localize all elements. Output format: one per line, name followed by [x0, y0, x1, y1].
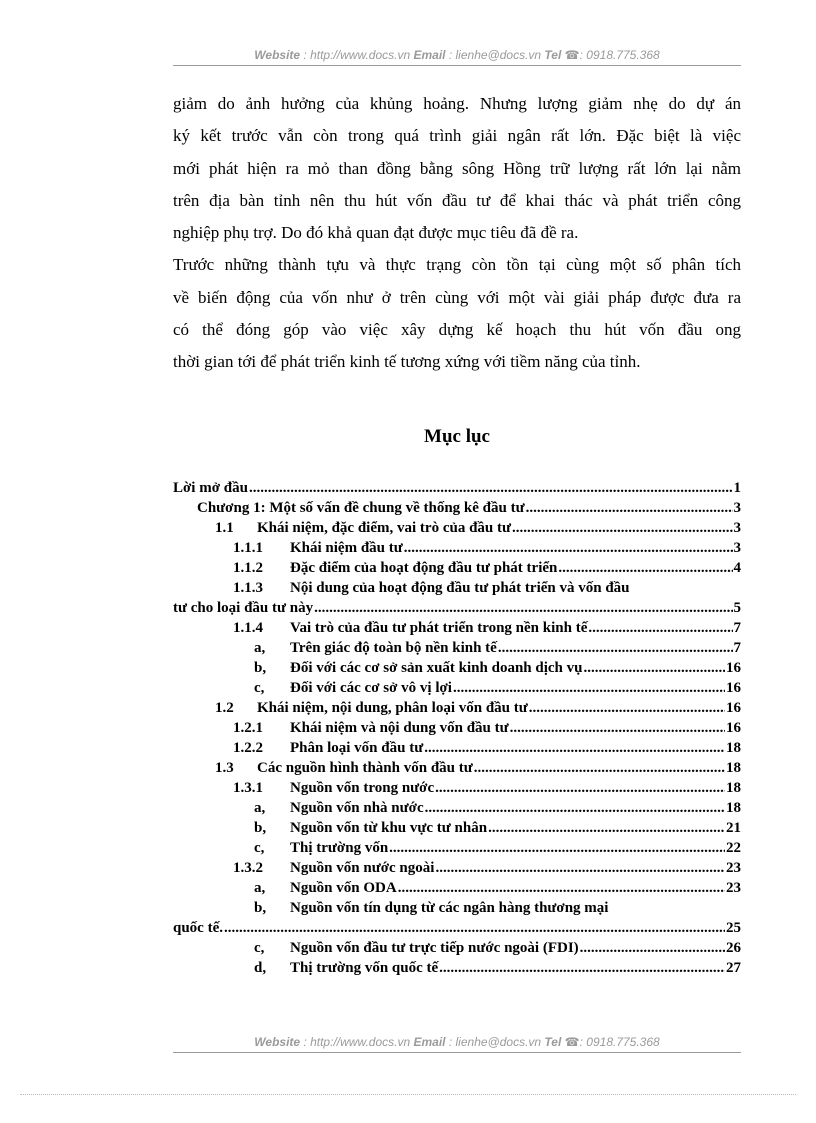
- tel-label: Tel: [544, 48, 562, 62]
- toc-leader-dots: [488, 818, 725, 838]
- website-value: : http://www.docs.vn: [303, 48, 411, 62]
- toc-page-number: 18: [726, 760, 741, 776]
- toc-entry-label: Nguồn vốn từ khu vực tư nhân: [290, 820, 488, 836]
- toc-page-number: 18: [726, 800, 741, 816]
- toc-leader-dots: [404, 538, 733, 558]
- toc-entry-number: c,: [254, 940, 265, 956]
- toc-leader-dots: [249, 478, 733, 498]
- toc-entry-number: d,: [254, 960, 267, 976]
- website-value: : http://www.docs.vn: [303, 1035, 411, 1049]
- body-line: ký kết trước vẫn còn trong quá trình giải ngân rất lớn. Đặc biệt là việc: [173, 126, 741, 146]
- toc-entry-label: Nguồn vốn tín dụng từ các ngân hàng thương mại: [290, 900, 609, 916]
- toc-entry[interactable]: [173, 758, 741, 778]
- toc-entry-label: Khái niệm đầu tư: [290, 540, 403, 556]
- email-label: Email: [413, 48, 446, 62]
- toc-leader-dots: [435, 778, 725, 798]
- page-bottom-divider: [20, 1094, 796, 1095]
- toc-entry-number: a,: [254, 800, 266, 816]
- page-header: [173, 48, 741, 66]
- toc-page-number: 3: [733, 500, 741, 516]
- toc-page-number: 1: [733, 480, 741, 496]
- toc-entry-label: Thị trường vốn quốc tế: [290, 960, 439, 976]
- toc-page-number: 27: [726, 960, 741, 976]
- toc-page-number: 3: [733, 540, 741, 556]
- toc-entry[interactable]: [173, 538, 741, 558]
- toc-entry[interactable]: [173, 858, 741, 878]
- toc-entry-label: Nguồn vốn nước ngoài: [290, 860, 435, 876]
- toc-entry-number: 1.1.4: [233, 620, 263, 636]
- toc-entry-label: Khái niệm và nội dung vốn đầu tư: [290, 720, 509, 736]
- phone-icon: ☎: [564, 48, 580, 62]
- toc-leader-dots: [588, 618, 732, 638]
- website-label: Website: [254, 1035, 301, 1049]
- toc-leader-dots: [314, 598, 732, 618]
- toc-entry-number: 1.3: [215, 760, 234, 776]
- toc-entry-number: 1.2: [215, 700, 234, 716]
- toc-entry[interactable]: [173, 618, 741, 638]
- tel-value: : 0918.775.368: [579, 48, 660, 62]
- toc-entry-label: Đối với các cơ sở sản xuất kinh doanh dịch vụ: [290, 660, 583, 676]
- toc-page-number: 16: [726, 700, 741, 716]
- toc-entry[interactable]: [173, 658, 741, 678]
- toc-entry-label: Khái niệm, đặc điểm, vai trò của đầu tư: [257, 520, 512, 536]
- email-label: Email: [413, 1035, 446, 1049]
- toc-entry[interactable]: [173, 498, 741, 518]
- email-value: : lienhe@docs.vn: [448, 1035, 542, 1049]
- toc-entry-number: b,: [254, 660, 267, 676]
- toc-entry-label: Nguồn vốn ODA: [290, 880, 397, 896]
- toc-leader-dots: [389, 838, 725, 858]
- toc-leader-dots: [224, 918, 725, 938]
- toc-entry-number: 1.1: [215, 520, 234, 536]
- toc-entry-label: Nguồn vốn nhà nước: [290, 800, 424, 816]
- toc-page-number: 18: [726, 780, 741, 796]
- toc-entry-number: 1.2.2: [233, 740, 263, 756]
- toc-entry-number: 1.3.1: [233, 780, 263, 796]
- toc-page-number: 18: [726, 740, 741, 756]
- toc-entry[interactable]: [173, 898, 741, 918]
- toc-leader-dots: [558, 558, 732, 578]
- body-line: Trước những thành tựu và thực trạng còn tồn tại cùng một số phân tích: [173, 255, 741, 275]
- tel-value: : 0918.775.368: [579, 1035, 660, 1049]
- toc-page-number: 25: [726, 920, 741, 936]
- toc-entry-number: 1.1.2: [233, 560, 263, 576]
- toc-entry[interactable]: [173, 478, 741, 498]
- toc-entry[interactable]: [173, 958, 741, 978]
- toc-entry-number: c,: [254, 840, 265, 856]
- toc-page-number: 22: [726, 840, 741, 856]
- toc-leader-dots: [526, 498, 733, 518]
- toc-entry[interactable]: [173, 818, 741, 838]
- toc-page-number: 5: [733, 600, 741, 616]
- toc-entry[interactable]: [173, 838, 741, 858]
- toc-entry[interactable]: [173, 938, 741, 958]
- toc-leader-dots: [453, 678, 725, 698]
- toc-page-number: 7: [733, 640, 741, 656]
- toc-entry[interactable]: [173, 578, 741, 598]
- body-line: mới phát hiện ra mỏ than đồng bằng sông Hồng trữ lượng rất lớn lại nằm: [173, 158, 741, 178]
- body-line: nghiệp phụ trợ. Do đó khả quan đạt được mục tiêu đã đề ra.: [173, 223, 579, 243]
- toc-entry-number: a,: [254, 640, 266, 656]
- toc-entry-number: c,: [254, 680, 265, 696]
- toc-entry-label: Nguồn vốn trong nước: [290, 780, 435, 796]
- toc-entry-label: Thị trường vốn: [290, 840, 389, 856]
- toc-entry-number: 1.1.3: [233, 580, 263, 596]
- toc-entry-label: Chương 1: Một số vấn đề chung về thống kê đầu tư: [197, 500, 525, 516]
- toc-entry-number: b,: [254, 900, 267, 916]
- toc-entry-label: Trên giác độ toàn bộ nền kinh tế: [290, 640, 497, 656]
- toc-page-number: 23: [726, 860, 741, 876]
- toc-entry[interactable]: [173, 798, 741, 818]
- toc-entry[interactable]: [173, 698, 741, 718]
- toc-leader-dots: [439, 958, 725, 978]
- table-of-contents: [173, 478, 741, 978]
- page-footer: [173, 1035, 741, 1053]
- toc-page-number: 16: [726, 720, 741, 736]
- toc-entry[interactable]: [173, 878, 741, 898]
- toc-leader-dots: [424, 738, 725, 758]
- toc-entry-label: Các nguồn hình thành vốn đầu tư: [257, 760, 473, 776]
- toc-page-number: 7: [733, 620, 741, 636]
- toc-entry-label: Phân loại vốn đầu tư: [290, 740, 424, 756]
- toc-entry[interactable]: [173, 558, 741, 578]
- toc-entry[interactable]: [173, 738, 741, 758]
- toc-entry-label: tư cho loại đầu tư này: [173, 600, 314, 616]
- toc-leader-dots: [510, 718, 725, 738]
- toc-entry-label: Vai trò của đầu tư phát triển trong nền kinh tế: [290, 620, 588, 636]
- toc-page-number: 16: [726, 660, 741, 676]
- toc-leader-dots: [398, 878, 725, 898]
- toc-entry-number: 1.3.2: [233, 860, 263, 876]
- toc-page-number: 4: [733, 560, 741, 576]
- toc-entry-number: a,: [254, 880, 266, 896]
- body-line: trên địa bàn tỉnh nên thu hút vốn đầu tư để khai thác và phát triển công: [173, 190, 741, 210]
- toc-title: Mục lục: [424, 426, 490, 447]
- toc-entry-continued[interactable]: [173, 598, 741, 618]
- toc-entry[interactable]: [173, 638, 741, 658]
- toc-entry-label: Lời mở đầu: [173, 480, 248, 496]
- body-paragraph: [173, 88, 741, 379]
- toc-entry-label: Nội dung của hoạt động đầu tư phát triển và vốn đầu: [290, 580, 630, 596]
- body-line: giảm do ảnh hưởng của khủng hoảng. Nhưng lượng giảm nhẹ do dự án: [173, 94, 741, 113]
- toc-entry-label: Khái niệm, nội dung, phân loại vốn đầu tư: [257, 700, 528, 716]
- toc-entry[interactable]: [173, 778, 741, 798]
- toc-leader-dots: [512, 518, 732, 538]
- toc-entry[interactable]: [173, 718, 741, 738]
- toc-entry[interactable]: [173, 678, 741, 698]
- toc-entry-label: Đặc điểm của hoạt động đầu tư phát triển: [290, 560, 558, 576]
- toc-entry-number: 1.1.1: [233, 540, 263, 556]
- toc-entry-label: Đối với các cơ sở vô vị lợi: [290, 680, 452, 696]
- toc-leader-dots: [580, 938, 725, 958]
- toc-entry-label: Nguồn vốn đầu tư trực tiếp nước ngoài (FDI): [290, 940, 579, 956]
- toc-page-number: 3: [733, 520, 741, 536]
- toc-entry-number: 1.2.1: [233, 720, 263, 736]
- toc-leader-dots: [529, 698, 725, 718]
- body-line: thời gian tới để phát triển kinh tế tương xứng với tiềm năng của tỉnh.: [173, 352, 641, 372]
- toc-entry-label: quốc tế.: [173, 920, 223, 936]
- toc-entry-continued[interactable]: [173, 918, 741, 938]
- toc-page-number: 16: [726, 680, 741, 696]
- website-label: Website: [254, 48, 301, 62]
- toc-page-number: 21: [726, 820, 741, 836]
- toc-leader-dots: [584, 658, 726, 678]
- toc-page-number: 23: [726, 880, 741, 896]
- toc-entry-number: b,: [254, 820, 267, 836]
- body-line: về biến động của vốn như ở trên cùng với một vài giải pháp được đưa ra: [173, 287, 741, 307]
- toc-leader-dots: [474, 758, 725, 778]
- toc-page-number: 26: [726, 940, 741, 956]
- phone-icon: ☎: [564, 1035, 580, 1049]
- toc-leader-dots: [498, 638, 733, 658]
- toc-leader-dots: [435, 858, 725, 878]
- toc-entry[interactable]: [173, 518, 741, 538]
- tel-label: Tel: [544, 1035, 562, 1049]
- toc-leader-dots: [425, 798, 725, 818]
- body-line: có thể đóng góp vào việc xây dựng kế hoạch thu hút vốn đầu ong: [173, 320, 741, 340]
- email-value: : lienhe@docs.vn: [448, 48, 542, 62]
